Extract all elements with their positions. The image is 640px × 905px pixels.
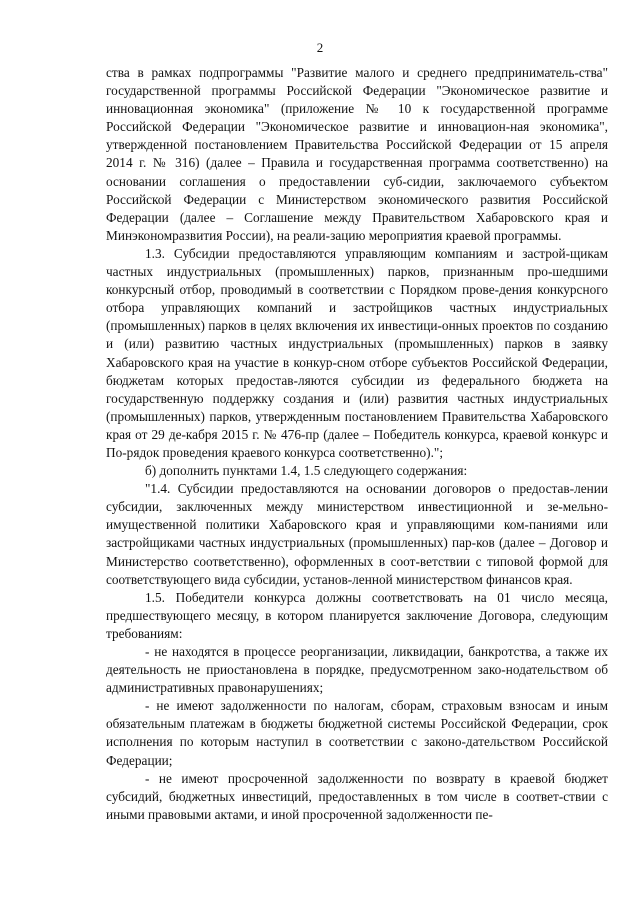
requirement-item: - не имеют просроченной задолженности по возврату в краевой бюджет субсидий, бюджетных инвестиций, предоставленных в том числе в соответ-ствии с иными правовыми актами, и иной просроченной задолженности пе- [106,770,608,822]
paragraph-1-4: "1.4. Субсидии предоставляются на основании договоров о предостав-лении субсидии, заключенных между министерством инвестиционной и зе-мельно-имущественной политики Хабаровского края и управляющими ком-паниями или застройщиками частных индустриальных (промышленных) пар-ков (далее – Договор и Министерство соответственно), оформленных в соот-ветствии с типовой формой для соответствующего вида субсидии, установ-ленной министерством финансов края. [106,481,608,587]
document-body [106,64,608,824]
paragraph-1-3: 1.3. Субсидии предоставляются управляющим компаниям и застрой-щикам частных индустриальных (промышленных) парков, признанным про-шедшими конкурсный отбор, проводимый в соответствии с Порядком прове-дения конкурсного отбора управляющих компаний и застройщиков частных индустриальных (промышленных) парков в целях включения их инвестици-онных проектов по созданию и (или) развитию частных индустриальных (промышленных) парков в заявку Хабаровского края на участие в конкур-сном отборе субъектов Российской Федерации, бюджетам которых предостав-ляются субсидии из федерального бюджета на государственную поддержку создания и (или) развития частных индустриальных (промышленных) парков, утвержденным постановлением Правительства Хабаровского края от 29 де-кабря 2015 г. № 476-пр (далее – Победитель конкурса, краевой конкурс и По-рядок проведения краевого конкурса соответственно)."; [106,245,608,460]
paragraph-1-5: 1.5. Победители конкурса должны соответствовать на 01 число месяца, предшествующего месяцу, в котором планируется заключение Договора, следующим требованиям: [106,589,608,641]
requirement-item: - не находятся в процессе реорганизации, ликвидации, банкротства, а также их деятельность не приостановлена в порядке, предусмотренном зако-нодательством об административных правонарушениях; [106,644,608,696]
page-number: 2 [316,40,324,55]
paragraph-continuation: ства в рамках подпрограммы "Развитие малого и среднего предприниматель-ства" государственной программы Российской Федерации "Экономическое развитие и инновационная экономика" (приложение № 10 к государственной программе Российской Федерации "Экономическое развитие и инновацион-ная экономика", утвержденной постановлением Правительства Российской Федерации от 15 апреля 2014 г. № 316) (далее – Правила и государственная программа соответственно) на основании соглашения о предоставлении суб-сидии, заключаемого субъектом Российской Федерации с Министерством экономического развития Российской Федерации (далее – Соглашение между Правительством Хабаровского края и Минэкономразвития России), на реали-зацию мероприятия краевой программы. [106,65,608,243]
paragraph-amendment-b: б) дополнить пунктами 1.4, 1.5 следующего содержания: [145,463,468,479]
requirement-item: - не имеют задолженности по налогам, сборам, страховым взносам и иным обязательным платежам в бюджеты бюджетной системы Российской Федерации, срок исполнения по которым наступил в соответствии с законо-дательством Российской Федерации; [106,698,608,768]
